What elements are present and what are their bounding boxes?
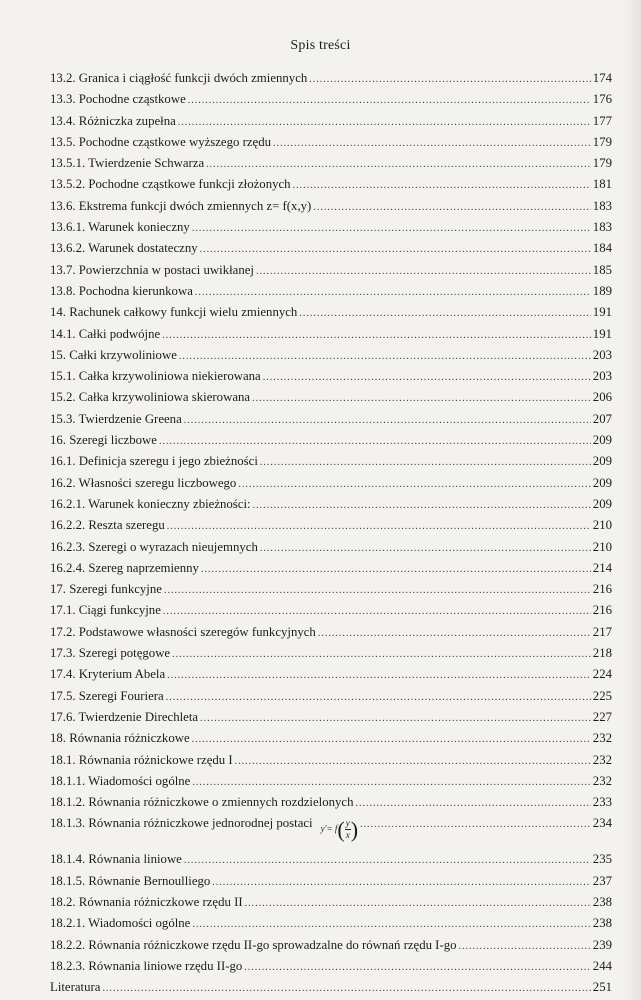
formula	[321, 818, 358, 841]
toc-entry	[50, 750, 612, 771]
fraction-numerator: y	[345, 817, 350, 828]
toc-entry-page-number: 214	[592, 560, 612, 575]
dot-leader	[188, 90, 591, 111]
toc-entry-title: 16.2.4. Szereg naprzemienny	[50, 560, 199, 575]
toc-entry-title: 15.2. Całka krzywoliniowa skierowana	[50, 390, 251, 405]
dot-leader	[299, 303, 590, 324]
toc-entry-title: 13.7. Powierzchnia w postaci uwikłanej	[50, 262, 254, 277]
toc-entry-title: 13.8. Pochodna kierunkowa	[50, 283, 193, 298]
toc-entry-title: 18.2.3. Równania liniowe rzędu II-go	[50, 958, 243, 973]
dot-leader	[206, 154, 591, 175]
toc-entry-page-number: 189	[592, 283, 612, 298]
toc-entry-page-number: 216	[592, 603, 612, 618]
toc-entry	[50, 558, 612, 579]
dot-leader	[201, 559, 591, 580]
dot-leader	[172, 644, 591, 665]
toc-entry-page-number: 238	[592, 894, 612, 909]
toc-entry-title: 16.2. Własności szeregu liczbowego	[50, 475, 237, 490]
toc-entry	[50, 707, 612, 728]
toc-entry-page-number: 207	[592, 411, 612, 426]
dot-leader	[245, 893, 591, 914]
toc-entry	[50, 515, 612, 536]
toc-entry-page-number: 232	[592, 752, 612, 767]
dot-leader	[256, 261, 591, 282]
toc-entry-page-number: 203	[592, 369, 612, 384]
toc-entry	[50, 68, 612, 89]
toc-entry-page-number: 235	[592, 852, 612, 867]
toc-entry	[50, 89, 612, 110]
toc-entry-title: 13.6. Ekstrema funkcji dwóch zmiennych z= f(x,y)	[50, 198, 312, 213]
toc-entry-page-number: 225	[592, 688, 612, 703]
toc-entry-page-number: 181	[592, 177, 612, 192]
toc-entry-page-number: 217	[592, 624, 612, 639]
dot-leader	[212, 872, 591, 893]
toc-entry	[50, 111, 612, 132]
toc-entry	[50, 977, 612, 998]
toc-entry-page-number: 210	[592, 539, 612, 554]
toc-entry	[50, 771, 612, 792]
toc-entry	[50, 813, 612, 849]
dot-leader	[192, 772, 590, 793]
dot-leader	[167, 665, 591, 686]
toc-entry-page-number: 209	[592, 433, 612, 448]
left-paren: (	[337, 816, 345, 842]
dot-leader	[192, 729, 591, 750]
toc-entry-title: 13.6.2. Warunek dostateczny	[50, 241, 198, 256]
toc-entry-page-number: 183	[592, 198, 612, 213]
toc-entry	[50, 956, 612, 977]
toc-entry-page-number: 203	[592, 347, 612, 362]
toc-entry-page-number: 179	[592, 156, 612, 171]
toc-entry-title: 17.4. Kryterium Abela	[50, 667, 166, 682]
toc-entry	[50, 324, 612, 345]
toc-entry-title: 15.1. Całka krzywoliniowa niekierowana	[50, 369, 261, 384]
dot-leader	[159, 431, 591, 452]
toc-entry	[50, 217, 612, 238]
toc-entry-page-number: 227	[592, 709, 612, 724]
toc-entry-page-number: 237	[592, 873, 612, 888]
dot-leader	[238, 474, 590, 495]
dot-leader	[253, 495, 591, 516]
toc-entry	[50, 387, 612, 408]
toc-entry-page-number: 177	[592, 113, 612, 128]
toc-entry-title: 17.3. Szeregi potęgowe	[50, 646, 171, 661]
toc-entry-title: 17.2. Podstawowe własności szeregów funkcyjnych	[50, 624, 316, 639]
toc-entry-title: 13.3. Pochodne cząstkowe	[50, 92, 186, 107]
toc-entry-title: 18.2.1. Wiadomości ogólne	[50, 916, 191, 931]
formula-lhs: y'= f	[320, 823, 338, 834]
toc-entry	[50, 686, 612, 707]
toc-entry-page-number: 174	[592, 71, 612, 85]
toc-entry-page-number: 244	[592, 958, 612, 973]
dot-leader	[244, 957, 591, 978]
toc-entry	[50, 494, 612, 515]
toc-entry-title: 16. Szeregi liczbowe	[50, 433, 157, 448]
toc-entry	[50, 600, 612, 621]
dot-leader	[309, 69, 591, 90]
dot-leader	[167, 516, 591, 537]
toc-entry-page-number: 234	[592, 816, 612, 831]
dot-leader	[179, 346, 591, 367]
toc-entry-title: 18.1.3. Równania różniczkowe jednorodnej postaci	[50, 816, 313, 831]
dot-leader	[102, 978, 590, 999]
toc-entry-page-number: 216	[592, 582, 612, 597]
toc-entry	[50, 473, 612, 494]
toc-entry-page-number: 218	[592, 646, 612, 661]
toc-entry-page-number: 209	[592, 496, 612, 511]
dot-leader	[200, 708, 591, 729]
toc-entry-page-number: 251	[592, 980, 612, 995]
toc-entry	[50, 913, 612, 934]
dot-leader	[313, 197, 590, 218]
toc-entry-title: 16.2.3. Szeregi o wyrazach nieujemnych	[50, 539, 258, 554]
toc-entry-page-number: 179	[592, 134, 612, 149]
toc-entry	[50, 196, 612, 217]
page-edge-shadow	[623, 0, 641, 1000]
toc-entry-page-number: 233	[592, 795, 612, 810]
toc-entry-title: 13.5. Pochodne cząstkowe wyższego rzędu	[50, 134, 272, 149]
dot-leader	[184, 850, 591, 871]
toc-entry-title: 15.3. Twierdzenie Greena	[50, 411, 182, 426]
dot-leader	[318, 623, 591, 644]
dot-leader	[273, 133, 591, 154]
toc-entry-title: 17.1. Ciągi funkcyjne	[50, 603, 161, 618]
dot-leader	[355, 793, 590, 814]
toc-entry	[50, 537, 612, 558]
toc-entry-page-number: 191	[592, 326, 612, 341]
toc-entry-page-number: 185	[592, 262, 612, 277]
toc-entry	[50, 153, 612, 174]
dot-leader	[360, 814, 591, 835]
toc-entry-title: 18.1.1. Wiadomości ogólne	[50, 773, 191, 788]
toc-entry-title: 16.2.2. Reszta szeregu	[50, 518, 165, 533]
toc-entry	[50, 451, 612, 472]
toc-entry-title: 18.2. Równania różniczkowe rzędu II	[50, 894, 243, 909]
toc-entry-page-number: 209	[592, 475, 612, 490]
toc-entry	[50, 366, 612, 387]
toc-entry	[50, 302, 612, 323]
toc-entry-page-number: 210	[592, 518, 612, 533]
toc-entry-title: 18.1.5. Równanie Bernoulliego	[50, 873, 211, 888]
toc-entry-title: 17.6. Twierdzenie Direchleta	[50, 709, 199, 724]
toc-entry-page-number: 224	[592, 667, 612, 682]
toc-entry	[50, 132, 612, 153]
toc-entry-title: 17.5. Szeregi Fouriera	[50, 688, 164, 703]
toc-entry	[50, 238, 612, 259]
toc-entry-page-number: 206	[592, 390, 612, 405]
toc-entry	[50, 260, 612, 281]
toc-entry-page-number: 238	[592, 916, 612, 931]
dot-leader	[164, 580, 591, 601]
dot-leader	[200, 239, 591, 260]
toc-entry	[50, 281, 612, 302]
toc-entry-title: 13.5.1. Twierdzenie Schwarza	[50, 156, 205, 171]
toc-entry	[50, 430, 612, 451]
toc-entry	[50, 643, 612, 664]
toc-entry	[50, 345, 612, 366]
dot-leader	[166, 687, 591, 708]
dot-leader	[260, 452, 591, 473]
toc-entry-title: 18. Równania różniczkowe	[50, 731, 190, 746]
toc-entry-title: 17. Szeregi funkcyjne	[50, 582, 162, 597]
toc-entry-title: 18.1. Równania różnickowe rzędu I	[50, 752, 233, 767]
toc-entry-title: 16.1. Definicja szeregu i jego zbieżności	[50, 454, 258, 469]
toc-entry-page-number: 176	[592, 92, 612, 107]
toc-entry	[50, 935, 612, 956]
toc-entry-title: 13.6.1. Warunek konieczny	[50, 220, 190, 235]
toc-entry-title: 18.1.2. Równania różniczkowe o zmiennych rozdzielonych	[50, 795, 354, 810]
toc-entry	[50, 622, 612, 643]
toc-entry-page-number: 232	[592, 731, 612, 746]
dot-leader	[192, 218, 591, 239]
right-paren: )	[350, 816, 359, 842]
toc-entry-title: 18.2.2. Równania różniczkowe rzędu II-go sprowadzalne do równań rzędu I-go	[50, 937, 457, 952]
toc-entry-title: 14.1. Całki podwójne	[50, 326, 161, 341]
fraction-denominator: x	[345, 829, 350, 840]
dot-leader	[252, 388, 591, 409]
toc-entry-page-number: 183	[592, 220, 612, 235]
toc-entry-title: 16.2.1. Warunek konieczny zbieżności:	[50, 496, 251, 511]
dot-leader	[260, 538, 591, 559]
dot-leader	[178, 112, 591, 133]
dot-leader	[162, 325, 591, 346]
dot-leader	[184, 410, 591, 431]
dot-leader	[459, 936, 591, 957]
toc-entry-page-number: 184	[592, 241, 612, 256]
toc-entry-title: Literatura	[50, 980, 101, 995]
dot-leader	[195, 282, 591, 303]
toc-entry-page-number: 232	[592, 773, 612, 788]
page-title: Spis treści	[290, 38, 351, 53]
toc-entry	[50, 849, 612, 870]
toc-entry	[50, 728, 612, 749]
dot-leader	[263, 367, 591, 388]
toc-entry	[50, 871, 612, 892]
toc-entry-title: 18.1.4. Równania liniowe	[50, 852, 182, 867]
toc-entry-page-number: 191	[592, 305, 612, 320]
toc-entry	[50, 409, 612, 430]
toc-entry-title: 13.4. Różniczka zupełna	[50, 113, 176, 128]
toc-entry-title: 14. Rachunek całkowy funkcji wielu zmiennych	[50, 305, 298, 320]
toc-entry	[50, 664, 612, 685]
dot-leader	[192, 914, 590, 935]
dot-leader	[163, 601, 591, 622]
toc-entry	[50, 579, 612, 600]
toc-entry-title: 13.5.2. Pochodne cząstkowe funkcji złożonych	[50, 177, 291, 192]
toc-entry-title: 13.2. Granica i ciągłość funkcji dwóch zmiennych	[50, 71, 308, 85]
dot-leader	[293, 175, 591, 196]
toc-entry	[50, 792, 612, 813]
toc-entry-page-number: 209	[592, 454, 612, 469]
table-of-contents	[50, 68, 612, 998]
toc-entry	[50, 892, 612, 913]
dot-leader	[235, 751, 591, 772]
toc-entry-page-number: 239	[592, 937, 612, 952]
toc-entry	[50, 174, 612, 195]
toc-entry-title: 15. Całki krzywoliniowe	[50, 347, 177, 362]
